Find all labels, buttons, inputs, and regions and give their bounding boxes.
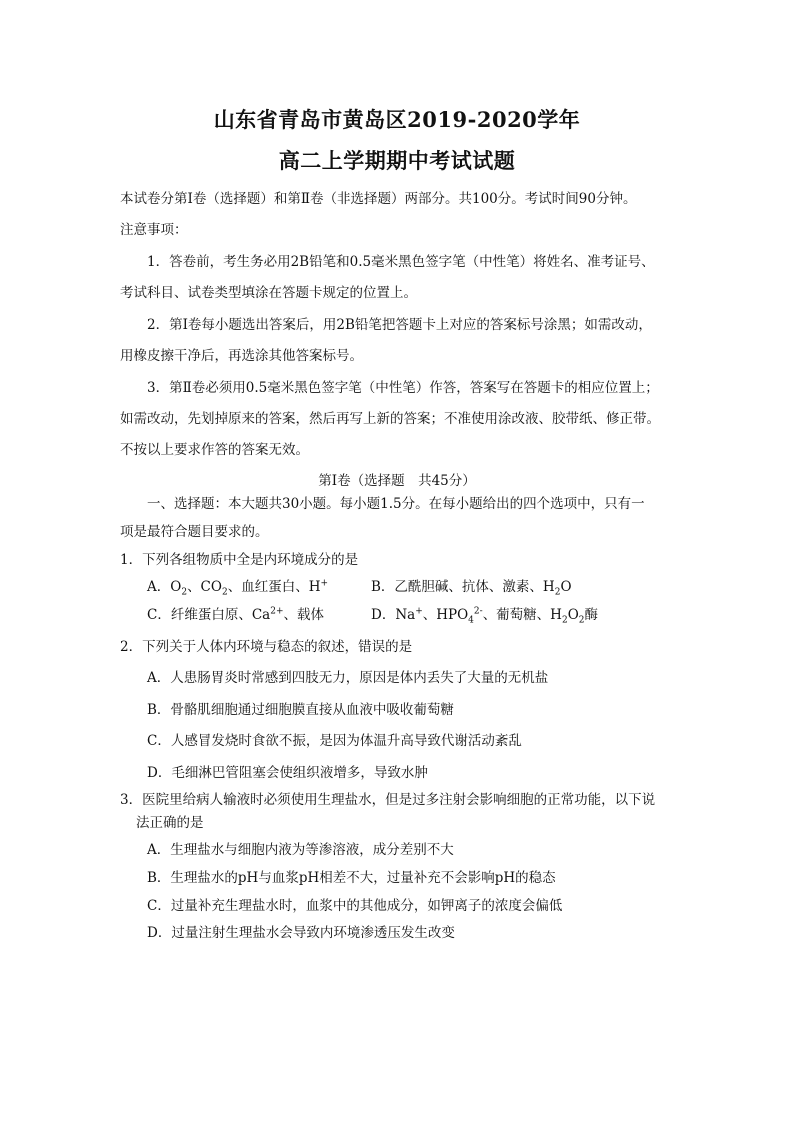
section-instructions-line-2: 项是最符合题目要求的。 xyxy=(120,524,269,540)
question-2-option-c: C．人感冒发烧时食欲不振，是因为体温升高导致代谢活动紊乱 xyxy=(147,733,522,749)
question-2-option-b: B．骨骼肌细胞通过细胞膜直接从血液中吸收葡萄糖 xyxy=(147,702,454,718)
note-2-line-1: 2．第Ⅰ卷每小题选出答案后，用2B铅笔把答题卡上对应的答案标号涂黑；如需改动， xyxy=(147,317,652,333)
question-2-stem: 2．下列关于人体内环境与稳态的叙述，错误的是 xyxy=(120,639,413,655)
note-2-line-2: 用橡皮擦干净后，再选涂其他答案标号。 xyxy=(120,348,363,364)
question-2-option-a: A．人患肠胃炎时常感到四肢无力，原因是体内丢失了大量的无机盐 xyxy=(147,670,549,686)
section-instructions-line-1: 一、选择题：本大题共30小题。每小题1.5分。在每小题给出的四个选项中，只有一 xyxy=(147,496,645,512)
question-3-option-b: B．生理盐水的pH与血浆pH相差不大，过量补充不会影响pH的稳态 xyxy=(147,870,556,886)
note-1-line-2: 考试科目、试卷类型填涂在答题卡规定的位置上。 xyxy=(120,285,417,301)
page-title: 山东省青岛市黄岛区2019-2020学年 xyxy=(213,107,581,132)
page-subtitle: 高二上学期期中考试试题 xyxy=(278,148,516,173)
question-1-option-d: D．Na+、$HPO_4^{2-}$、葡萄糖、$H_2O_2$酶 xyxy=(371,606,599,626)
intro-text: 本试卷分第Ⅰ卷（选择题）和第Ⅱ卷（非选择题）两部分。共100分。考试时间90分钟。 xyxy=(120,191,637,207)
question-3-stem-line-1: 3．医院里给病人输液时必须使用生理盐水，但是过多注射会影响细胞的正常功能，以下说 xyxy=(120,792,656,808)
question-3-option-c: C．过量补充生理盐水时，血浆中的其他成分，如钾离子的浓度会偏低 xyxy=(147,898,563,914)
note-1-line-1: 1．答卷前，考生务必用2B铅笔和0.5毫米黑色签字笔（中性笔）将姓名、准考证号、 xyxy=(147,254,655,270)
question-3-stem-line-2: 法正确的是 xyxy=(136,815,204,831)
question-1-option-b: B．乙酰胆碱、抗体、激素、$H_2O$ xyxy=(371,579,572,598)
question-3-option-a: A．生理盐水与细胞内液为等渗溶液，成分差别不大 xyxy=(147,842,454,858)
section-title: 第Ⅰ卷（选择题 共45分） xyxy=(318,473,476,489)
question-1-option-c: C．纤维蛋白原、$Ca^{2+}$、载体 xyxy=(147,606,324,623)
note-3-line-2: 如需改动，先划掉原来的答案，然后再写上新的答案；不准使用涂改液、胶带纸、修正带。 xyxy=(120,411,660,427)
question-2-option-d: D．毛细淋巴管阻塞会使组织液增多，导致水肿 xyxy=(147,765,428,781)
question-1-option-a: A．$O_2$、$CO_2$、血红蛋白、H+ xyxy=(147,578,329,598)
question-3-option-d: D．过量注射生理盐水会导致内环境渗透压发生改变 xyxy=(147,925,455,941)
note-3-line-3: 不按以上要求作答的答案无效。 xyxy=(120,442,309,458)
note-3-line-1: 3．第Ⅱ卷必须用0.5毫米黑色签字笔（中性笔）作答，答案写在答题卡的相应位置上； xyxy=(147,380,659,396)
notes-heading: 注意事项： xyxy=(120,222,188,238)
question-1-stem: 1．下列各组物质中全是内环境成分的是 xyxy=(120,552,359,568)
